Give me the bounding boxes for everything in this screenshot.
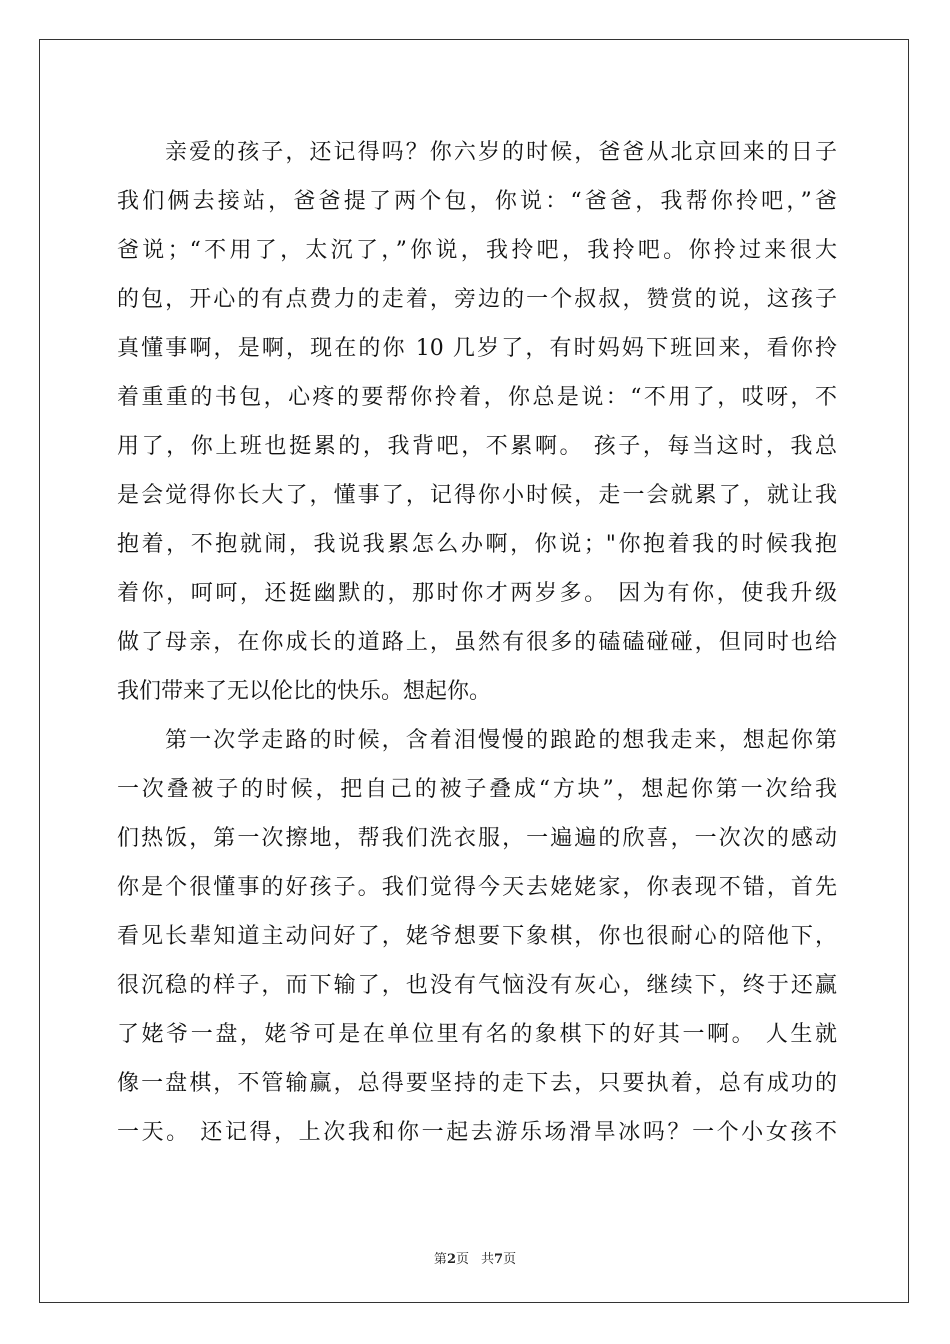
text-line: 们热饭，第一次擦地，帮我们洗衣服，一遍遍的欣喜，一次次的感动: [117, 826, 837, 851]
text-line: 了姥爷一盘，姥爷可是在单位里有名的象棋下的好其一啊。 人生就: [117, 1022, 837, 1047]
text-line: 你是个很懂事的好孩子。我们觉得今天去姥姥家，你表现不错，首先: [117, 875, 837, 900]
page-total: 7: [494, 1252, 504, 1267]
page-footer: [0, 1248, 950, 1267]
text-line: 一天。 还记得，上次我和你一起去游乐场滑旱冰吗？一个小女孩不: [117, 1120, 837, 1145]
text-line: 我们俩去接站，爸爸提了两个包，你说：“爸爸，我帮你拎吧，”爸: [117, 189, 837, 214]
text-line: 很沉稳的样子，而下输了，也没有气恼没有灰心，继续下，终于还赢: [117, 973, 837, 998]
page-current: 2: [446, 1252, 456, 1267]
text-line: 我们带来了无以伦比的快乐。想起你。: [117, 679, 492, 704]
text-line: 着重重的书包，心疼的要帮你拎着，你总是说：“不用了，哎呀，不: [117, 385, 837, 410]
paragraph-2: [117, 716, 837, 1157]
text-line: 做了母亲，在你成长的道路上，虽然有很多的磕磕碰碰，但同时也给: [117, 630, 837, 655]
page-prefix: 第: [433, 1252, 447, 1267]
page-suffix: 页: [455, 1252, 469, 1267]
text-line: 用了，你上班也挺累的，我背吧，不累啊。 孩子，每当这时，我总: [117, 434, 837, 459]
text-line: 抱着，不抱就闹，我说我累怎么办啊，你说；"你抱着我的时候我抱: [117, 532, 837, 557]
text-line: 第一次学走路的时候，含着泪慢慢的踉跄的想我走来，想起你第: [165, 728, 837, 753]
text-line: 像一盘棋，不管输赢，总得要坚持的走下去，只要执着，总有成功的: [117, 1071, 837, 1096]
total-prefix: 共: [481, 1252, 495, 1267]
document-body: [117, 128, 837, 1157]
text-line: 真懂事啊，是啊，现在的你 10 几岁了，有时妈妈下班回来，看你拎: [117, 336, 837, 361]
text-line: 的包，开心的有点费力的走着，旁边的一个叔叔，赞赏的说，这孩子: [117, 287, 837, 312]
text-line: 是会觉得你长大了，懂事了，记得你小时候，走一会就累了，就让我: [117, 483, 837, 508]
paragraph-1: [117, 128, 837, 716]
text-line: 一次叠被子的时候，把自己的被子叠成“方块”，想起你第一次给我: [117, 777, 837, 802]
total-suffix: 页: [503, 1252, 517, 1267]
text-line: 亲爱的孩子，还记得吗？你六岁的时候，爸爸从北京回来的日子: [165, 140, 837, 165]
text-line: 着你，呵呵，还挺幽默的，那时你才两岁多。 因为有你，使我升级: [117, 581, 837, 606]
text-line: 爸说；“不用了，太沉了，”你说，我拎吧，我拎吧。你拎过来很大: [117, 238, 837, 263]
text-line: 看见长辈知道主动问好了，姥爷想要下象棋，你也很耐心的陪他下，: [117, 924, 837, 949]
